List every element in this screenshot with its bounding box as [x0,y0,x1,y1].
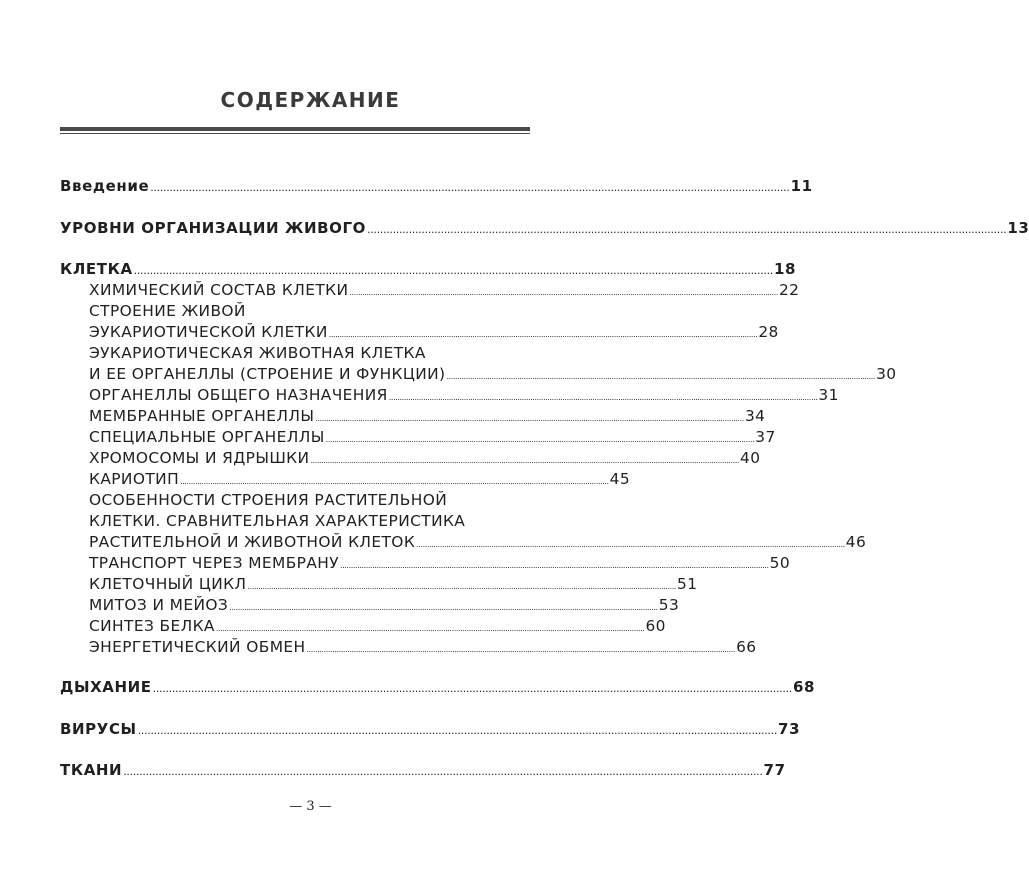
leader-dots: ........................................................................................................................................................................................................ [388,393,818,402]
toc-entry-chem[interactable] [89,281,800,299]
leader-dots: ........................................................................................................................................................................................................ [229,603,658,612]
toc-entry-chromosomes[interactable] [89,449,761,467]
toc-entry-intro[interactable] [60,177,813,195]
leader-dots: ........................................................................................................................................................................................................ [133,264,773,277]
toc-entry-title: СПЕЦИАЛЬНЫЕ ОРГАНЕЛЛЫ [89,428,325,446]
toc-page-number: 53 [658,596,680,614]
toc-page-number: 51 [677,575,698,593]
leader-dots: ........................................................................................................................................................................................................ [247,582,677,591]
toc-entry-respiration[interactable] [60,678,816,696]
leader-dots: ........................................................................................................................................................................................................ [325,435,755,444]
leader-dots: ........................................................................................................................................................................................................ [215,624,645,633]
title-rule-thin [60,133,530,134]
toc-entry-energy[interactable] [89,638,757,656]
toc-entry-title: ОРГАНЕЛЛЫ ОБЩЕГО НАЗНАЧЕНИЯ [89,386,388,404]
toc-entry-structure-line1: СТРОЕНИЕ ЖИВОЙ [89,302,246,320]
toc-page-number: 28 [758,323,779,341]
toc-entry-title: Введение [60,177,150,195]
toc-entry-protein[interactable] [89,617,666,635]
toc-entry-cell-cycle[interactable] [89,575,698,593]
toc-page-number: 30 [876,365,897,383]
toc-entry-title: СИНТЕЗ БЕЛКА [89,617,215,635]
toc-entry-general-organelles[interactable] [89,386,839,404]
toc-entry-title: ТРАНСПОРТ ЧЕРЕЗ МЕМБРАНУ [89,554,340,572]
leader-dots: ........................................................................................................................................................................................................ [150,181,790,194]
toc-page-number: 46 [845,533,867,551]
toc-entry-transport[interactable] [89,554,791,572]
toc-entry-animal-line1: ЭУКАРИОТИЧЕСКАЯ ЖИВОТНАЯ КЛЕТКА [89,344,426,362]
toc-page-number: 45 [609,470,631,488]
toc-entry-title: МИТОЗ И МЕЙОЗ [89,596,229,614]
toc-entry-title: ТКАНИ [60,761,123,779]
title-rule-thick [60,127,530,131]
leader-dots: ........................................................................................................................................................................................................ [328,330,758,339]
toc-entry-title: КАРИОТИП [89,470,180,488]
toc-page-number: 66 [736,638,757,656]
toc-entry-title: КЛЕТКА [60,260,133,278]
toc-entry-title: ЭНЕРГЕТИЧЕСКИЙ ОБМЕН [89,638,306,656]
toc-entry-levels[interactable] [60,219,1029,237]
toc-page-number: 34 [744,407,766,425]
toc-page-number: 60 [645,617,666,635]
leader-dots: ........................................................................................................................................................................................................ [180,477,609,486]
toc-entry-animal[interactable] [89,365,897,383]
toc-entry-viruses[interactable] [60,720,801,738]
leader-dots: ........................................................................................................................................................................................................ [416,540,845,549]
leader-dots: ........................................................................................................................................................................................................ [310,456,740,465]
toc-entry-membrane-organelles[interactable] [89,407,766,425]
toc-entry-title: УРОВНИ ОРГАНИЗАЦИИ ЖИВОГО [60,219,367,237]
page-number: — 3 — [289,799,332,814]
toc-entry-plant-line2: КЛЕТКИ. СРАВНИТЕЛЬНАЯ ХАРАКТЕРИСТИКА [89,512,466,530]
toc-entry-structure[interactable] [89,323,779,341]
leader-dots: ........................................................................................................................................................................................................ [306,645,736,654]
toc-entry-title: КЛЕТОЧНЫЙ ЦИКЛ [89,575,247,593]
toc-page-number: 18 [774,260,797,278]
toc-page-number: 13 [1007,219,1029,237]
toc-page-number: 37 [755,428,776,446]
toc-entry-title: ХРОМОСОМЫ И ЯДРЫШКИ [89,449,310,467]
toc-page-number: 73 [778,720,801,738]
toc-page-number: 77 [763,761,786,779]
toc-page-number: 68 [792,678,816,696]
leader-dots: ........................................................................................................................................................................................................ [367,223,1007,236]
toc-entry-karyotype[interactable] [89,470,631,488]
leader-dots: ........................................................................................................................................................................................................ [152,682,792,695]
toc-entry-special-organelles[interactable] [89,428,776,446]
toc-entry-plant[interactable] [89,533,867,551]
toc-page-number: 22 [778,281,800,299]
page-title: СОДЕРЖАНИЕ [220,88,401,112]
toc-page-number: 40 [740,449,761,467]
toc-page-number: 31 [818,386,839,404]
toc-entry-title: РАСТИТЕЛЬНОЙ И ЖИВОТНОЙ КЛЕТОК [89,533,416,551]
leader-dots: ........................................................................................................................................................................................................ [446,372,876,381]
leader-dots: ........................................................................................................................................................................................................ [137,724,778,737]
toc-entry-cell[interactable] [60,260,797,278]
toc-entry-title: МЕМБРАННЫЕ ОРГАНЕЛЛЫ [89,407,315,425]
toc-page-number: 50 [769,554,791,572]
toc-entry-title: ДЫХАНИЕ [60,678,152,696]
toc-page-number: 11 [790,177,813,195]
toc-entry-title: ВИРУСЫ [60,720,137,738]
toc-entry-tissues[interactable] [60,761,786,779]
toc-entry-title: И ЕЕ ОРГАНЕЛЛЫ (СТРОЕНИЕ И ФУНКЦИИ) [89,365,446,383]
toc-entry-plant-line1: ОСОБЕННОСТИ СТРОЕНИЯ РАСТИТЕЛЬНОЙ [89,491,448,509]
leader-dots: ........................................................................................................................................................................................................ [340,561,769,570]
leader-dots: ........................................................................................................................................................................................................ [349,288,778,297]
leader-dots: ........................................................................................................................................................................................................ [123,765,763,778]
leader-dots: ........................................................................................................................................................................................................ [315,414,744,423]
toc-entry-title: ХИМИЧЕСКИЙ СОСТАВ КЛЕТКИ [89,281,349,299]
toc-entry-title: ЭУКАРИОТИЧЕСКОЙ КЛЕТКИ [89,323,328,341]
toc-entry-mitosis[interactable] [89,596,680,614]
